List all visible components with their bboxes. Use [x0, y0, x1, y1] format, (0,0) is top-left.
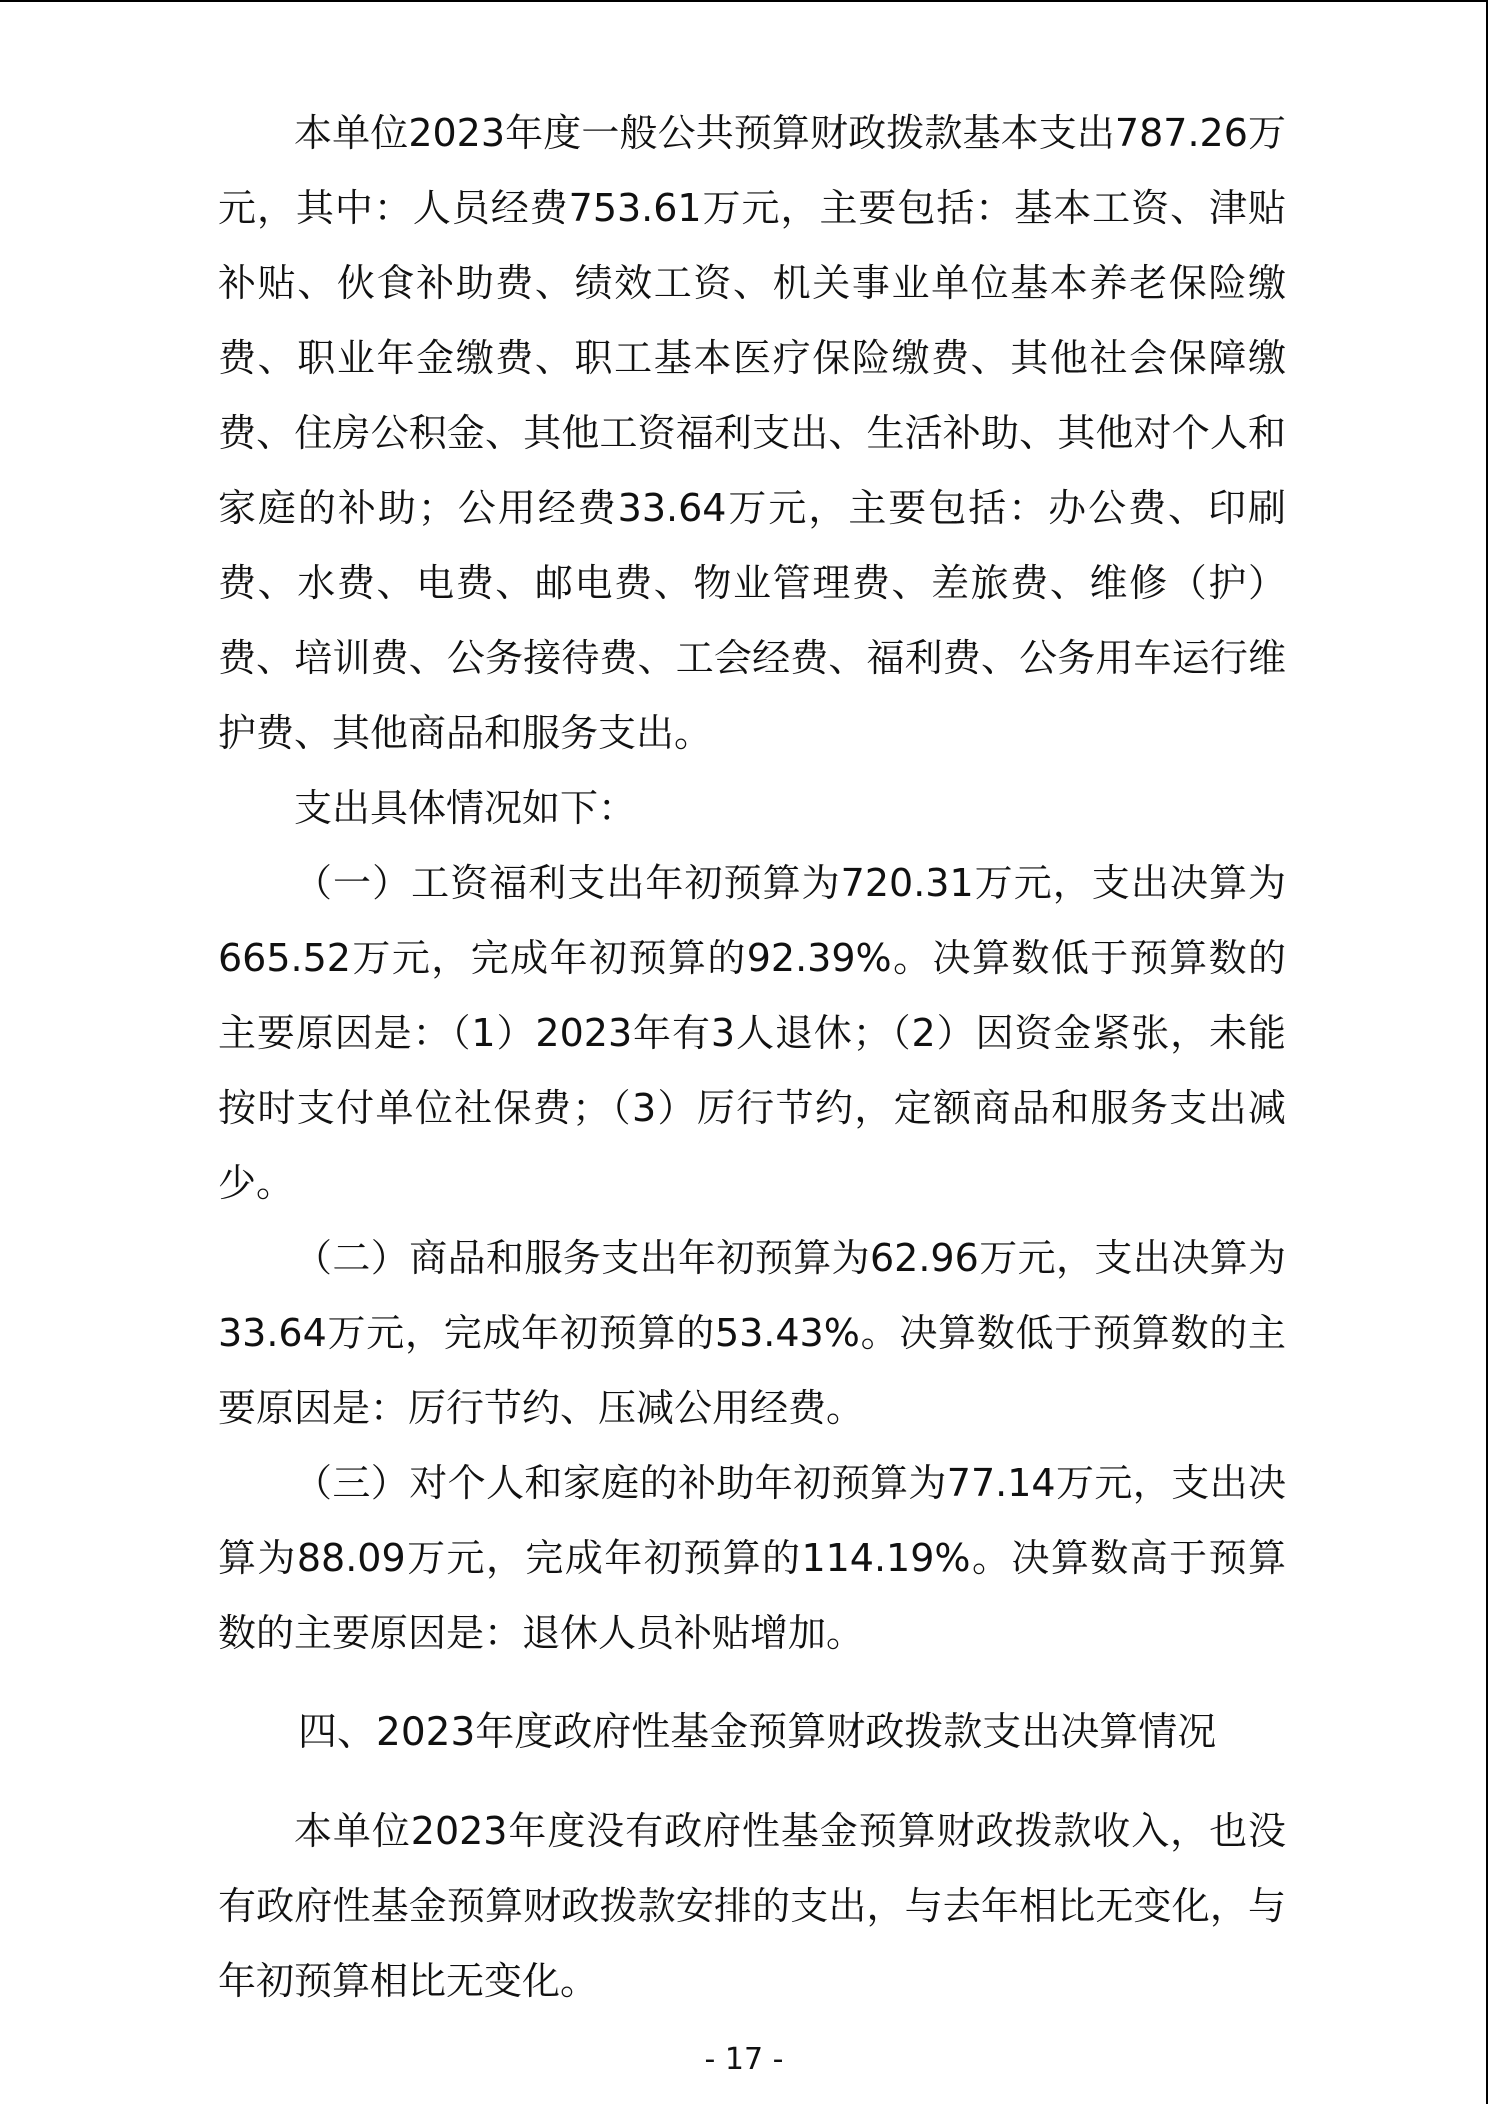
- paragraph-wages-welfare: （一）工资福利支出年初预算为720.31万元，支出决算为665.52万元，完成年初预算的92.39%。决算数低于预算数的主要原因是：（1）2023年有3人退休；（2）因资金紧张，未能按时支付单位社保费；（3）厉行节约，定额商品和服务支出减少。: [218, 861, 1286, 1205]
- page-number: - 17 -: [704, 2042, 784, 2077]
- paragraph-details-intro: 支出具体情况如下：: [294, 786, 637, 830]
- paragraph-individual-family-subsidy: （三）对个人和家庭的补助年初预算为77.14万元，支出决算为88.09万元，完成年初预算的114.19%。决算数高于预算数的主要原因是：退休人员补贴增加。: [218, 1461, 1286, 1655]
- document-body: [218, 96, 1286, 2019]
- section-heading: 四、2023年度政府性基金预算财政拨款支出决算情况: [298, 1710, 1217, 1755]
- paragraph-basic-expenditure: 本单位2023年度一般公共预算财政拨款基本支出787.26万元，其中：人员经费753.61万元，主要包括：基本工资、津贴补贴、伙食补助费、绩效工资、机关事业单位基本养老保险缴费、职业年金缴费、职工基本医疗保险缴费、其他社会保障缴费、住房公积金、其他工资福利支出、生活补助、其他对个人和家庭的补助；公用经费33.64万元，主要包括：办公费、印刷费、水费、电费、邮电费、物业管理费、差旅费、维修（护）费、培训费、公务接待费、工会经费、福利费、公务用车运行维护费、其他商品和服务支出。: [218, 111, 1286, 755]
- top-border-line: [0, 0, 1488, 2]
- paragraph-government-fund: 本单位2023年度没有政府性基金预算财政拨款收入，也没有政府性基金预算财政拨款安排的支出，与去年相比无变化，与年初预算相比无变化。: [218, 1809, 1286, 2003]
- paragraph-goods-services: （二）商品和服务支出年初预算为62.96万元，支出决算为33.64万元，完成年初预算的53.43%。决算数低于预算数的主要原因是：厉行节约、压减公用经费。: [218, 1236, 1286, 1430]
